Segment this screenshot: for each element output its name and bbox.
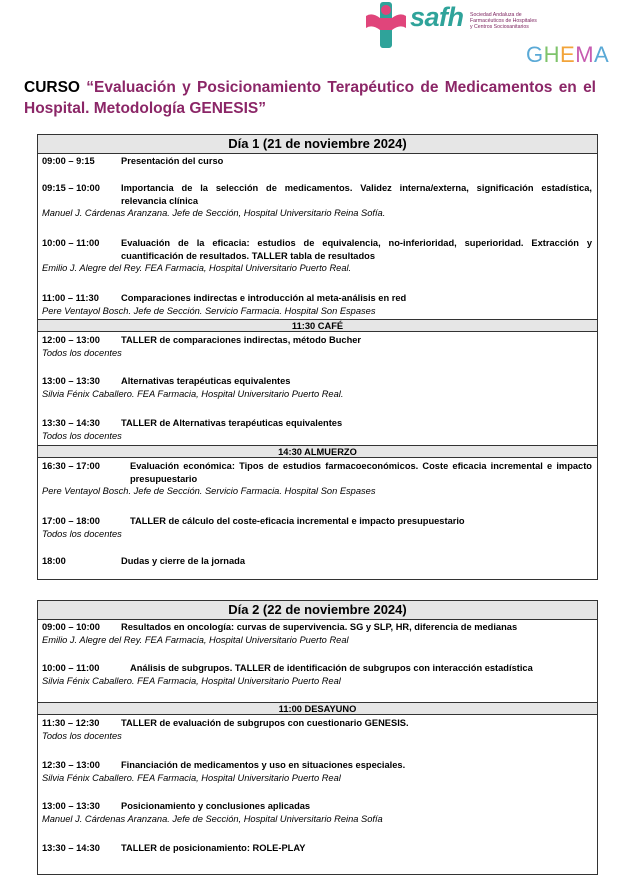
entry-description: TALLER de Alternativas terapéuticas equivalentes <box>121 418 343 428</box>
entry-speaker: Silvia Fénix Caballero. FEA Farmacia, Hospital Universitario Puerto Real <box>42 675 341 686</box>
schedule-entry <box>42 155 592 168</box>
entry-time: 11:30 – 12:30 <box>42 718 100 728</box>
ghema-letter: G <box>526 42 544 67</box>
entry-speaker: Silvia Fénix Caballero. FEA Farmacia, Hospital Universitario Puerto Real. <box>42 388 344 399</box>
entry-speaker: Todos los docentes <box>42 730 122 741</box>
ghema-logo <box>526 42 609 68</box>
entry-time: 13:00 – 13:30 <box>42 376 100 386</box>
entry-speaker: Todos los docentes <box>42 430 122 441</box>
entry-time: 09:00 – 9:15 <box>42 156 95 166</box>
entry-time: 12:30 – 13:00 <box>42 760 100 770</box>
safh-subtitle <box>470 12 560 31</box>
schedule-entry <box>42 662 592 687</box>
entry-time: 11:00 – 11:30 <box>42 293 99 303</box>
entry-description: TALLER de comparaciones indirectas, método Bucher <box>121 335 362 345</box>
entry-description: Análisis de subgrupos. TALLER de identificación de subgrupos con interacción estadística <box>130 663 533 673</box>
entry-description: Evaluación económica: Tipos de estudios farmacoeconómicos. Coste eficacia incremental e impacto presupuestario <box>130 461 592 484</box>
schedule-entry <box>42 417 592 442</box>
entry-speaker: Silvia Fénix Caballero. FEA Farmacia, Hospital Universitario Puerto Real <box>42 772 341 783</box>
entry-time: 13:30 – 14:30 <box>42 418 100 428</box>
entry-description: Financiación de medicamentos y uso en situaciones especiales. <box>121 760 406 770</box>
entry-time: 16:30 – 17:00 <box>42 461 100 471</box>
schedule-entry <box>42 842 592 855</box>
schedule-entry <box>42 182 592 220</box>
entry-speaker: Pere Ventayol Bosch. Jefe de Sección. Servicio Farmacia. Hospital Son Espases <box>42 486 376 496</box>
entry-speaker: Pere Ventayol Bosch. Jefe de Sección. Servicio Farmacia. Hospital Son Espases <box>42 305 376 316</box>
entry-time: 09:15 – 10:00 <box>42 183 100 193</box>
entry-speaker: Todos los docentes <box>42 347 122 358</box>
entry-description: Importancia de la selección de medicamentos. Validez interna/externa, significación estadística, relevancia clínica <box>121 183 592 206</box>
course-title-text: “Evaluación y Posicionamiento Terapéutico de Medicamentos en el Hospital. Metodología GENESIS” <box>24 79 596 117</box>
schedule-entry <box>42 237 592 275</box>
entry-speaker: Emilio J. Alegre del Rey. FEA Farmacia, Hospital Universitario Puerto Real <box>42 634 349 645</box>
day1-schedule <box>37 134 598 580</box>
entry-time: 10:00 – 11:00 <box>42 663 100 673</box>
entry-description: Alternativas terapéuticas equivalentes <box>121 376 291 386</box>
entry-description: Presentación del curso <box>121 156 224 166</box>
ghema-letter: E <box>560 42 576 67</box>
entry-speaker: Manuel J. Cárdenas Aranzana. Jefe de Sección, Hospital Universitario Reina Sofía. <box>42 208 386 218</box>
safh-cross-logo <box>364 2 408 48</box>
schedule-entry <box>42 759 592 784</box>
safh-subtitle-line: Sociedad Andaluza de <box>470 12 522 18</box>
schedule-entry <box>42 334 592 359</box>
break-breakfast: 11:00 DESAYUNO <box>38 702 597 715</box>
schedule-entry <box>42 717 592 742</box>
entry-time: 17:00 – 18:00 <box>42 516 100 526</box>
schedule-entry <box>42 515 592 540</box>
schedule-entry <box>42 460 592 498</box>
entry-description: TALLER de evaluación de subgrupos con cuestionario GENESIS. <box>121 718 409 728</box>
entry-time: 18:00 <box>42 556 66 566</box>
ghema-letter: A <box>594 42 610 67</box>
course-prefix: CURSO <box>24 79 80 96</box>
entry-time: 13:30 – 14:30 <box>42 843 100 853</box>
day2-schedule <box>37 600 598 875</box>
entry-time: 10:00 – 11:00 <box>42 238 100 248</box>
schedule-entry <box>42 292 592 317</box>
break-coffee: 11:30 CAFÉ <box>38 319 597 332</box>
ghema-letter: M <box>575 42 595 67</box>
entry-time: 13:00 – 13:30 <box>42 801 100 811</box>
entry-description: Posicionamiento y conclusiones aplicadas <box>121 801 311 811</box>
entry-description: Evaluación de la eficacia: estudios de equivalencia, no-inferioridad, superioridad. Extracción y cuantificación de resultados. TALLER tabla de resultados <box>121 238 592 261</box>
schedule-entry <box>42 621 592 646</box>
entry-speaker: Emilio J. Alegre del Rey. FEA Farmacia, Hospital Universitario Puerto Real. <box>42 263 352 273</box>
safh-subtitle-line: Farmacéuticos de Hospitales <box>470 18 537 25</box>
break-lunch: 14:30 ALMUERZO <box>38 445 597 458</box>
day2-heading: Día 2 (22 de noviembre 2024) <box>38 601 597 620</box>
entry-time: 09:00 – 10:00 <box>42 622 100 632</box>
ghema-letter: H <box>543 42 561 67</box>
course-title <box>24 77 596 119</box>
entry-description: Resultados en oncología: curvas de supervivencia. SG y SLP, HR, diferencia de medianas <box>121 622 518 632</box>
entry-time: 12:00 – 13:00 <box>42 335 100 345</box>
entry-speaker: Manuel J. Cárdenas Aranzana. Jefe de Sección, Hospital Universitario Reina Sofía <box>42 813 383 824</box>
schedule-entry <box>42 800 592 825</box>
entry-speaker: Todos los docentes <box>42 528 122 539</box>
entry-description: TALLER de cálculo del coste-eficacia incremental e impacto presupuestario <box>130 516 465 526</box>
safh-logo-text: safh <box>410 2 464 32</box>
header <box>0 0 639 70</box>
safh-subtitle-line: y Centros Sociosanitarios <box>470 24 529 31</box>
day1-heading: Día 1 (21 de noviembre 2024) <box>38 135 597 154</box>
schedule-entry <box>42 555 592 568</box>
entry-description: TALLER de posicionamiento: ROLE-PLAY <box>121 843 306 853</box>
entry-description: Dudas y cierre de la jornada <box>121 556 246 566</box>
entry-description: Comparaciones indirectas e introducción al meta-análisis en red <box>121 293 407 303</box>
schedule-entry <box>42 375 592 400</box>
